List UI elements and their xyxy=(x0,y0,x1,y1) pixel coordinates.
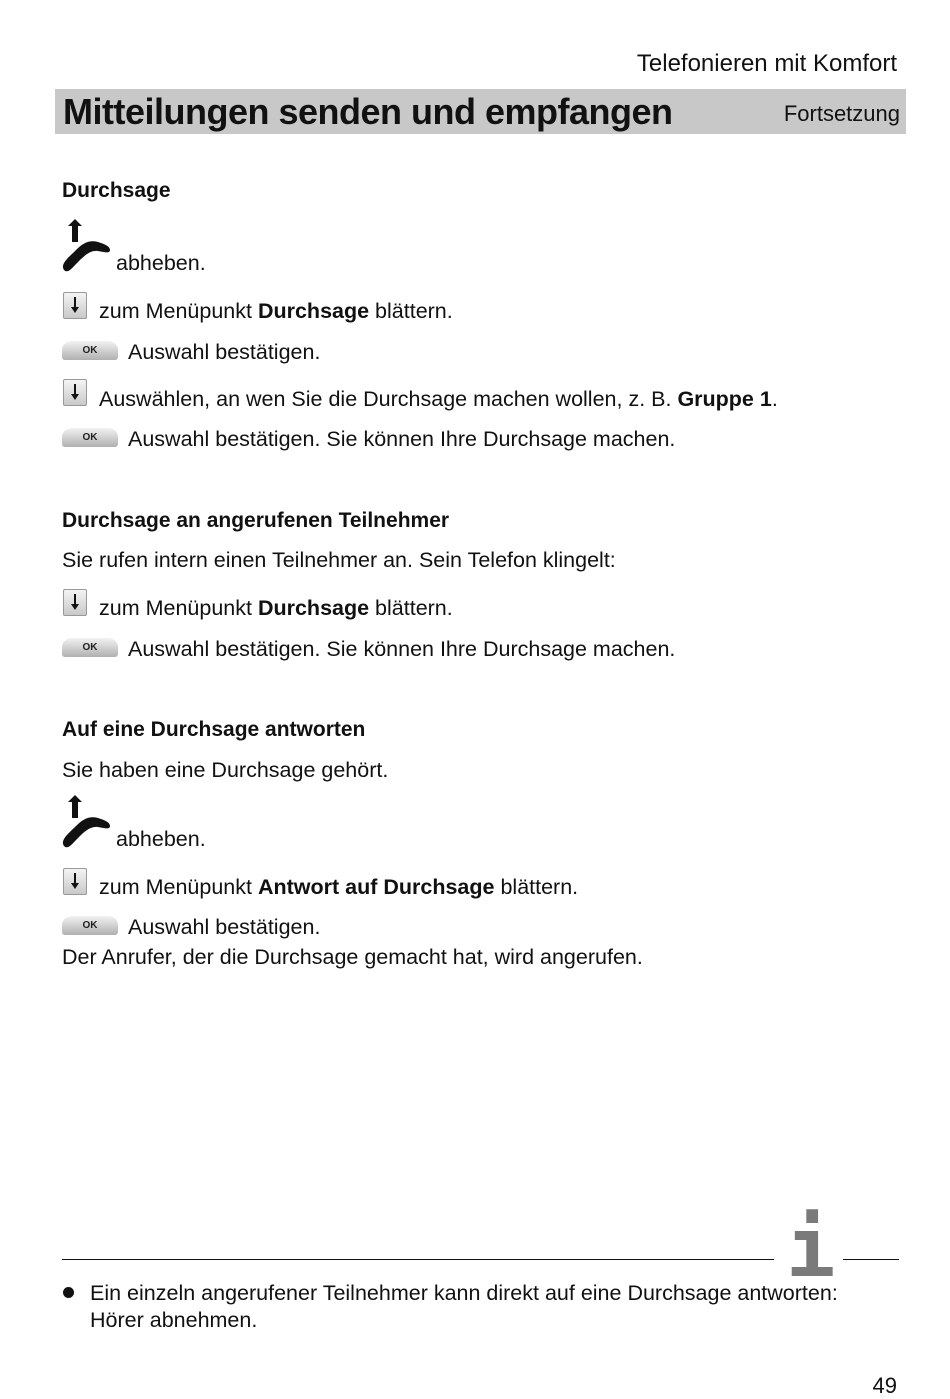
info-note: Ein einzeln angerufener Teilnehmer kann direkt auf eine Durchsage antworten: Hörer abnehmen. xyxy=(90,1281,838,1332)
divider xyxy=(843,1259,899,1260)
page-number: 49 xyxy=(872,1373,897,1398)
section-heading-called-party: Durchsage an angerufenen Teilnehmer xyxy=(62,509,450,532)
bullet-icon xyxy=(63,1287,74,1298)
lift-handset-icon xyxy=(60,794,112,850)
step-select-target: Auswählen, an wen Sie die Durchsage machen wollen, z. B. Gruppe 1. xyxy=(99,387,778,411)
scroll-down-key-icon xyxy=(63,292,87,319)
divider xyxy=(62,1259,774,1260)
step-confirm: Auswahl bestätigen. xyxy=(128,340,321,364)
lift-handset-icon xyxy=(60,218,112,274)
ok-key-icon: OK xyxy=(62,916,118,935)
step-confirm-announce: Auswahl bestätigen. Sie können Ihre Durchsage machen. xyxy=(128,637,676,661)
section-label: Telefonieren mit Komfort xyxy=(636,50,897,77)
step-scroll-answer: zum Menüpunkt Antwort auf Durchsage blättern. xyxy=(99,875,579,899)
section-intro: Sie rufen intern einen Teilnehmer an. Sein Telefon klingelt: xyxy=(62,548,616,572)
continuation-label: Fortsetzung xyxy=(783,101,900,126)
section-intro: Sie haben eine Durchsage gehört. xyxy=(62,758,389,782)
title-bar xyxy=(55,89,906,134)
ok-key-icon: OK xyxy=(62,341,118,360)
scroll-down-key-icon xyxy=(63,589,87,616)
step-lift-handset: abheben. xyxy=(116,827,206,851)
step-confirm: Auswahl bestätigen. xyxy=(128,915,321,939)
ok-key-icon: OK xyxy=(62,638,118,657)
step-scroll-durchsage: zum Menüpunkt Durchsage blättern. xyxy=(99,299,453,323)
scroll-down-key-icon xyxy=(63,379,87,406)
section-heading-durchsage: Durchsage xyxy=(62,179,171,202)
info-icon: i xyxy=(786,1201,836,1296)
section-heading-answer: Auf eine Durchsage antworten xyxy=(62,718,366,741)
page-title: Mitteilungen senden und empfangen xyxy=(63,91,673,132)
ok-key-icon: OK xyxy=(62,428,118,447)
step-scroll-durchsage: zum Menüpunkt Durchsage blättern. xyxy=(99,596,453,620)
result-text: Der Anrufer, der die Durchsage gemacht hat, wird angerufen. xyxy=(62,945,643,969)
step-lift-handset: abheben. xyxy=(116,251,206,275)
step-confirm-announce: Auswahl bestätigen. Sie können Ihre Durchsage machen. xyxy=(128,427,676,451)
scroll-down-key-icon xyxy=(63,868,87,895)
